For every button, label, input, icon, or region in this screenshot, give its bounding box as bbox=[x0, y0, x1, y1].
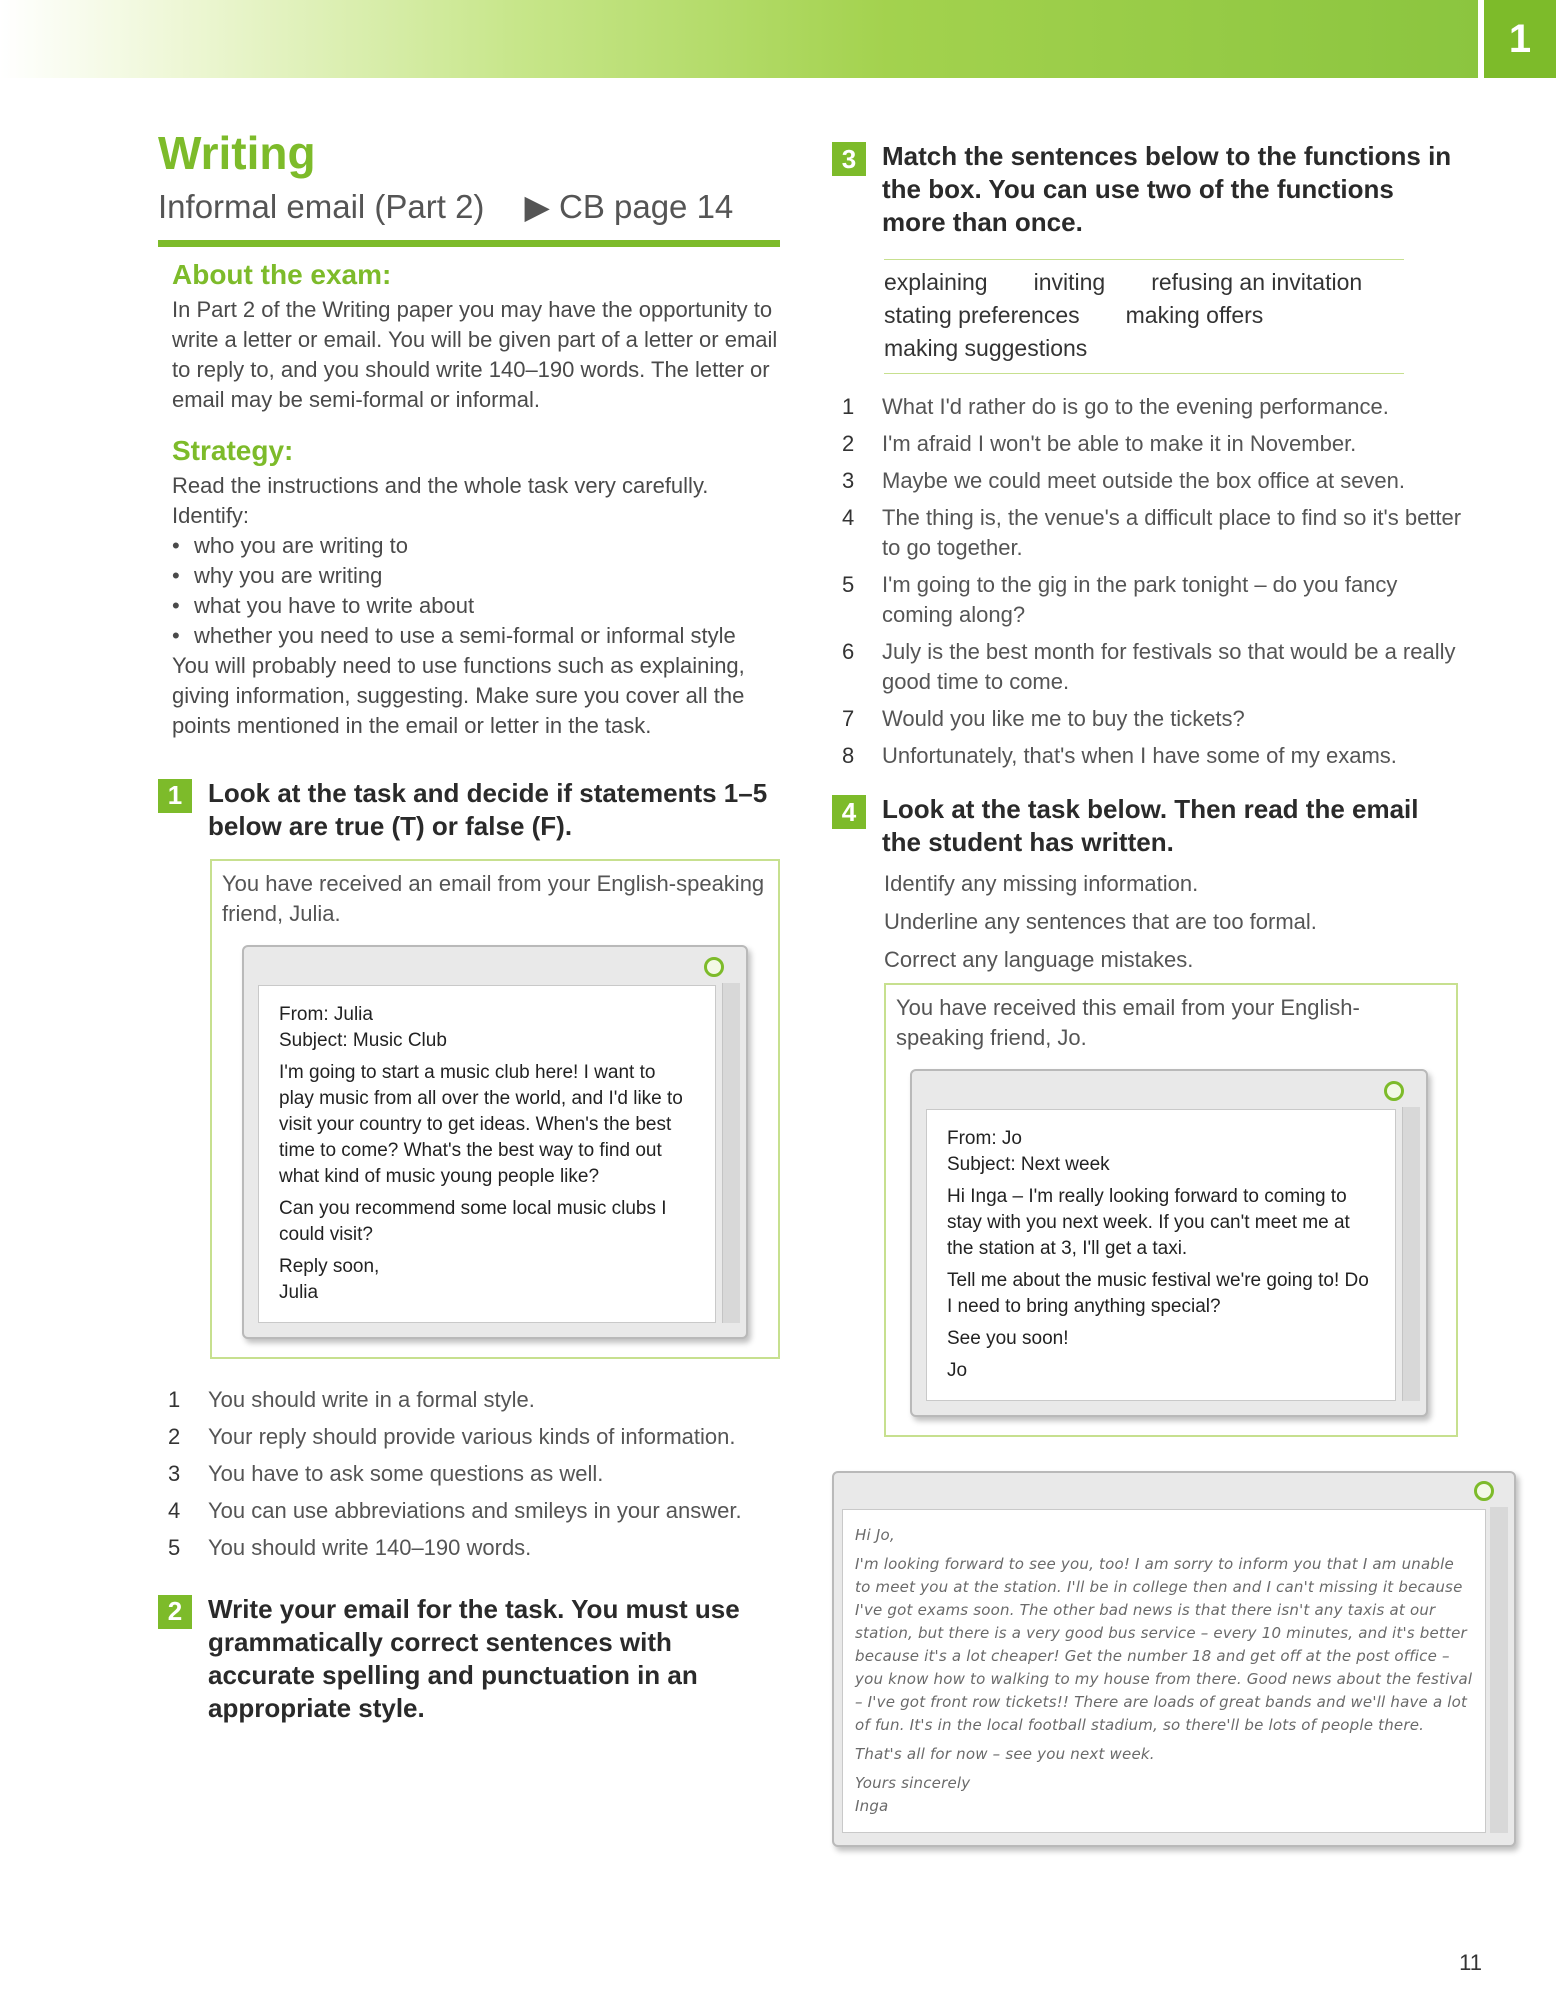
email-paragraph: Tell me about the music festival we're going to! Do I need to bring anything special? bbox=[947, 1270, 1369, 1317]
task-4-prompt-box bbox=[884, 983, 1458, 1437]
task-1-statements bbox=[168, 1385, 780, 1563]
list-item bbox=[168, 1422, 780, 1452]
item-text: The thing is, the venue's a difficult place to find so it's better to go together. bbox=[882, 505, 1462, 560]
item-number: 4 bbox=[842, 505, 855, 530]
item-text: Maybe we could meet outside the box office at seven. bbox=[882, 468, 1406, 493]
list-item bbox=[842, 637, 1462, 697]
left-column bbox=[158, 128, 780, 1725]
list-item bbox=[842, 503, 1462, 563]
item-number: 5 bbox=[842, 572, 855, 597]
task-1-prompt-intro: You have received an email from your English-speaking friend, Julia. bbox=[222, 870, 765, 926]
task-2-number: 2 bbox=[158, 1595, 192, 1629]
reply-sign-off: Yours sincerely bbox=[855, 1774, 971, 1792]
email-paragraph: Can you recommend some local music clubs I could visit? bbox=[279, 1197, 667, 1245]
list-item: • who you are writing to bbox=[172, 531, 780, 561]
functions-row bbox=[884, 299, 1404, 332]
jo-email-body bbox=[926, 1109, 1396, 1401]
window-button-icon bbox=[1474, 1481, 1494, 1501]
list-item bbox=[842, 429, 1462, 459]
list-item bbox=[168, 1459, 780, 1489]
list-item bbox=[842, 570, 1462, 630]
title-rule bbox=[158, 240, 780, 247]
task-3-sentences bbox=[842, 392, 1462, 771]
about-exam-text: In Part 2 of the Writing paper you may have the opportunity to write a letter or email. You will be given part of a letter or email to reply to, and you should write 140–190 words. The letter or email may be semi-formal or informal. bbox=[172, 296, 778, 412]
task-3 bbox=[832, 140, 1462, 239]
window-button-icon bbox=[704, 957, 724, 977]
email-subject: Subject: Music Club bbox=[279, 1029, 447, 1051]
item-text: Would you like me to buy the tickets? bbox=[882, 706, 1245, 731]
reply-body: I'm looking forward to see you, too! I am sorry to inform you that I am unable to meet you at the station. I'll be in college then and I can't missing it because I've got exams soon. The other bad news is that there isn't any taxis at our station, but there is a very good bus service – every 10 minutes, and it's better because it's a lot cheaper! Get the number 18 and get off at the post office – you know how to walking to my house from there. Good news about the festival – I've got front row tickets!! There are loads of great bands and we'll have a lot of fun. It's in the local football stadium, so there'll be lots of people there. bbox=[855, 1555, 1473, 1734]
task-4-step: Underline any sentences that are too formal. bbox=[884, 909, 1317, 934]
about-exam-box bbox=[172, 259, 780, 741]
reply-greeting: Hi Jo, bbox=[855, 1526, 895, 1544]
task-4-steps bbox=[884, 869, 1462, 975]
item-text: I'm afraid I won't be able to make it in November. bbox=[882, 431, 1357, 456]
email-from: From: Julia bbox=[279, 1003, 373, 1025]
section-title: Writing bbox=[158, 127, 316, 179]
task-4-step: Identify any missing information. bbox=[884, 871, 1199, 896]
window-scrollbar bbox=[1490, 1507, 1508, 1833]
item-text: Unfortunately, that's when I have some of my exams. bbox=[882, 743, 1397, 768]
item-number: 2 bbox=[842, 431, 855, 456]
list-item bbox=[168, 1496, 780, 1526]
item-text: Your reply should provide various kinds of information. bbox=[208, 1423, 736, 1449]
item-text: You can use abbreviations and smileys in your answer. bbox=[208, 1497, 742, 1523]
task-2-instruction: Write your email for the task. You must use grammatically correct sentences with accurate spelling and punctuation in an appropriate style. bbox=[208, 1593, 740, 1723]
email-closing: Reply soon, bbox=[279, 1255, 380, 1277]
function-inviting: inviting bbox=[1033, 269, 1106, 295]
list-item bbox=[842, 704, 1462, 734]
email-paragraph: I'm going to start a music club here! I want to play music from all over the world, and I'd like to visit your country to get ideas. When's the best time to come? What's the best way to find out what kind of music young people like? bbox=[279, 1061, 683, 1187]
item-number: 1 bbox=[168, 1386, 181, 1412]
functions-box bbox=[884, 259, 1404, 374]
task-1-number: 1 bbox=[158, 779, 192, 813]
item-text: You have to ask some questions as well. bbox=[208, 1460, 604, 1486]
window-scrollbar bbox=[722, 983, 740, 1323]
list-item: • whether you need to use a semi-formal or informal style bbox=[172, 621, 780, 651]
julia-email-body bbox=[258, 985, 716, 1323]
task-1-instruction: Look at the task and decide if statements 1–5 below are true (T) or false (F). bbox=[208, 777, 768, 841]
strategy-bullets bbox=[172, 531, 780, 651]
unit-number-tab: 1 bbox=[1484, 0, 1556, 78]
task-1-prompt-box bbox=[210, 859, 780, 1359]
function-making-offers: making offers bbox=[1125, 302, 1264, 328]
about-exam-heading: About the exam: bbox=[172, 258, 392, 290]
item-text: You should write in a formal style. bbox=[208, 1386, 535, 1412]
jo-email-window bbox=[910, 1069, 1428, 1417]
task-4-step: Correct any language mistakes. bbox=[884, 947, 1194, 972]
item-text: What I'd rather do is go to the evening performance. bbox=[882, 394, 1389, 419]
student-reply-body bbox=[842, 1509, 1486, 1833]
page-number: 11 bbox=[1459, 1950, 1482, 1975]
header-band bbox=[0, 0, 1478, 78]
item-text: You should write 140–190 words. bbox=[208, 1534, 532, 1560]
section-subtitle-row bbox=[158, 187, 780, 226]
list-item: • why you are writing bbox=[172, 561, 780, 591]
task-2 bbox=[158, 1593, 780, 1725]
list-item: • what you have to write about bbox=[172, 591, 780, 621]
julia-email-window bbox=[242, 945, 748, 1339]
item-number: 1 bbox=[842, 394, 855, 419]
strategy-heading: Strategy: bbox=[172, 434, 294, 466]
reply-closing-line: That's all for now – see you next week. bbox=[855, 1745, 1155, 1763]
functions-row bbox=[884, 332, 1404, 365]
function-making-suggestions: making suggestions bbox=[884, 335, 1088, 361]
item-text: July is the best month for festivals so that would be a really good time to come. bbox=[882, 639, 1456, 694]
task-4-prompt-intro: You have received this email from your English-speaking friend, Jo. bbox=[896, 995, 1360, 1050]
window-button-icon bbox=[1384, 1081, 1404, 1101]
item-number: 3 bbox=[842, 468, 855, 493]
function-explaining: explaining bbox=[884, 269, 988, 295]
email-signature: Julia bbox=[279, 1281, 319, 1303]
task-4 bbox=[832, 793, 1462, 859]
email-subject: Subject: Next week bbox=[947, 1154, 1110, 1175]
item-number: 4 bbox=[168, 1497, 181, 1523]
list-item bbox=[168, 1385, 780, 1415]
email-paragraph: Hi Inga – I'm really looking forward to coming to stay with you next week. If you can't meet me at the station at 3, I'll get a taxi. bbox=[947, 1186, 1350, 1259]
window-scrollbar bbox=[1402, 1107, 1420, 1401]
task-3-number: 3 bbox=[832, 142, 866, 176]
list-item bbox=[842, 466, 1462, 496]
reply-signature: Inga bbox=[855, 1797, 889, 1815]
item-number: 2 bbox=[168, 1423, 181, 1449]
strategy-outro: You will probably need to use functions such as explaining, giving information, suggesting. Make sure you cover all the points mentioned in the email or letter in the task. bbox=[172, 652, 745, 738]
list-item bbox=[168, 1533, 780, 1563]
strategy-intro: Read the instructions and the whole task very carefully. Identify: bbox=[172, 472, 709, 528]
email-paragraph: See you soon! bbox=[947, 1328, 1069, 1349]
item-number: 8 bbox=[842, 743, 855, 768]
item-number: 3 bbox=[168, 1460, 181, 1486]
task-3-instruction: Match the sentences below to the functions in the box. You can use two of the functions more than once. bbox=[882, 141, 1452, 237]
function-refusing: refusing an invitation bbox=[1151, 269, 1363, 295]
list-item bbox=[842, 741, 1462, 771]
right-column bbox=[832, 140, 1473, 1847]
task-4-number: 4 bbox=[832, 795, 866, 829]
section-subtitle: Informal email (Part 2) bbox=[158, 187, 485, 225]
functions-row bbox=[884, 266, 1404, 299]
item-number: 6 bbox=[842, 639, 855, 664]
item-number: 5 bbox=[168, 1534, 181, 1560]
task-1 bbox=[158, 777, 780, 843]
item-text: I'm going to the gig in the park tonight – do you fancy coming along? bbox=[882, 572, 1398, 627]
email-signature: Jo bbox=[947, 1360, 968, 1381]
list-item bbox=[842, 392, 1462, 422]
item-number: 7 bbox=[842, 706, 855, 731]
task-4-instruction: Look at the task below. Then read the email the student has written. bbox=[882, 794, 1419, 857]
coursebook-reference: ▶ CB page 14 bbox=[524, 187, 734, 225]
student-reply-window bbox=[832, 1471, 1516, 1847]
email-from: From: Jo bbox=[947, 1128, 1022, 1149]
function-stating-preferences: stating preferences bbox=[884, 302, 1080, 328]
